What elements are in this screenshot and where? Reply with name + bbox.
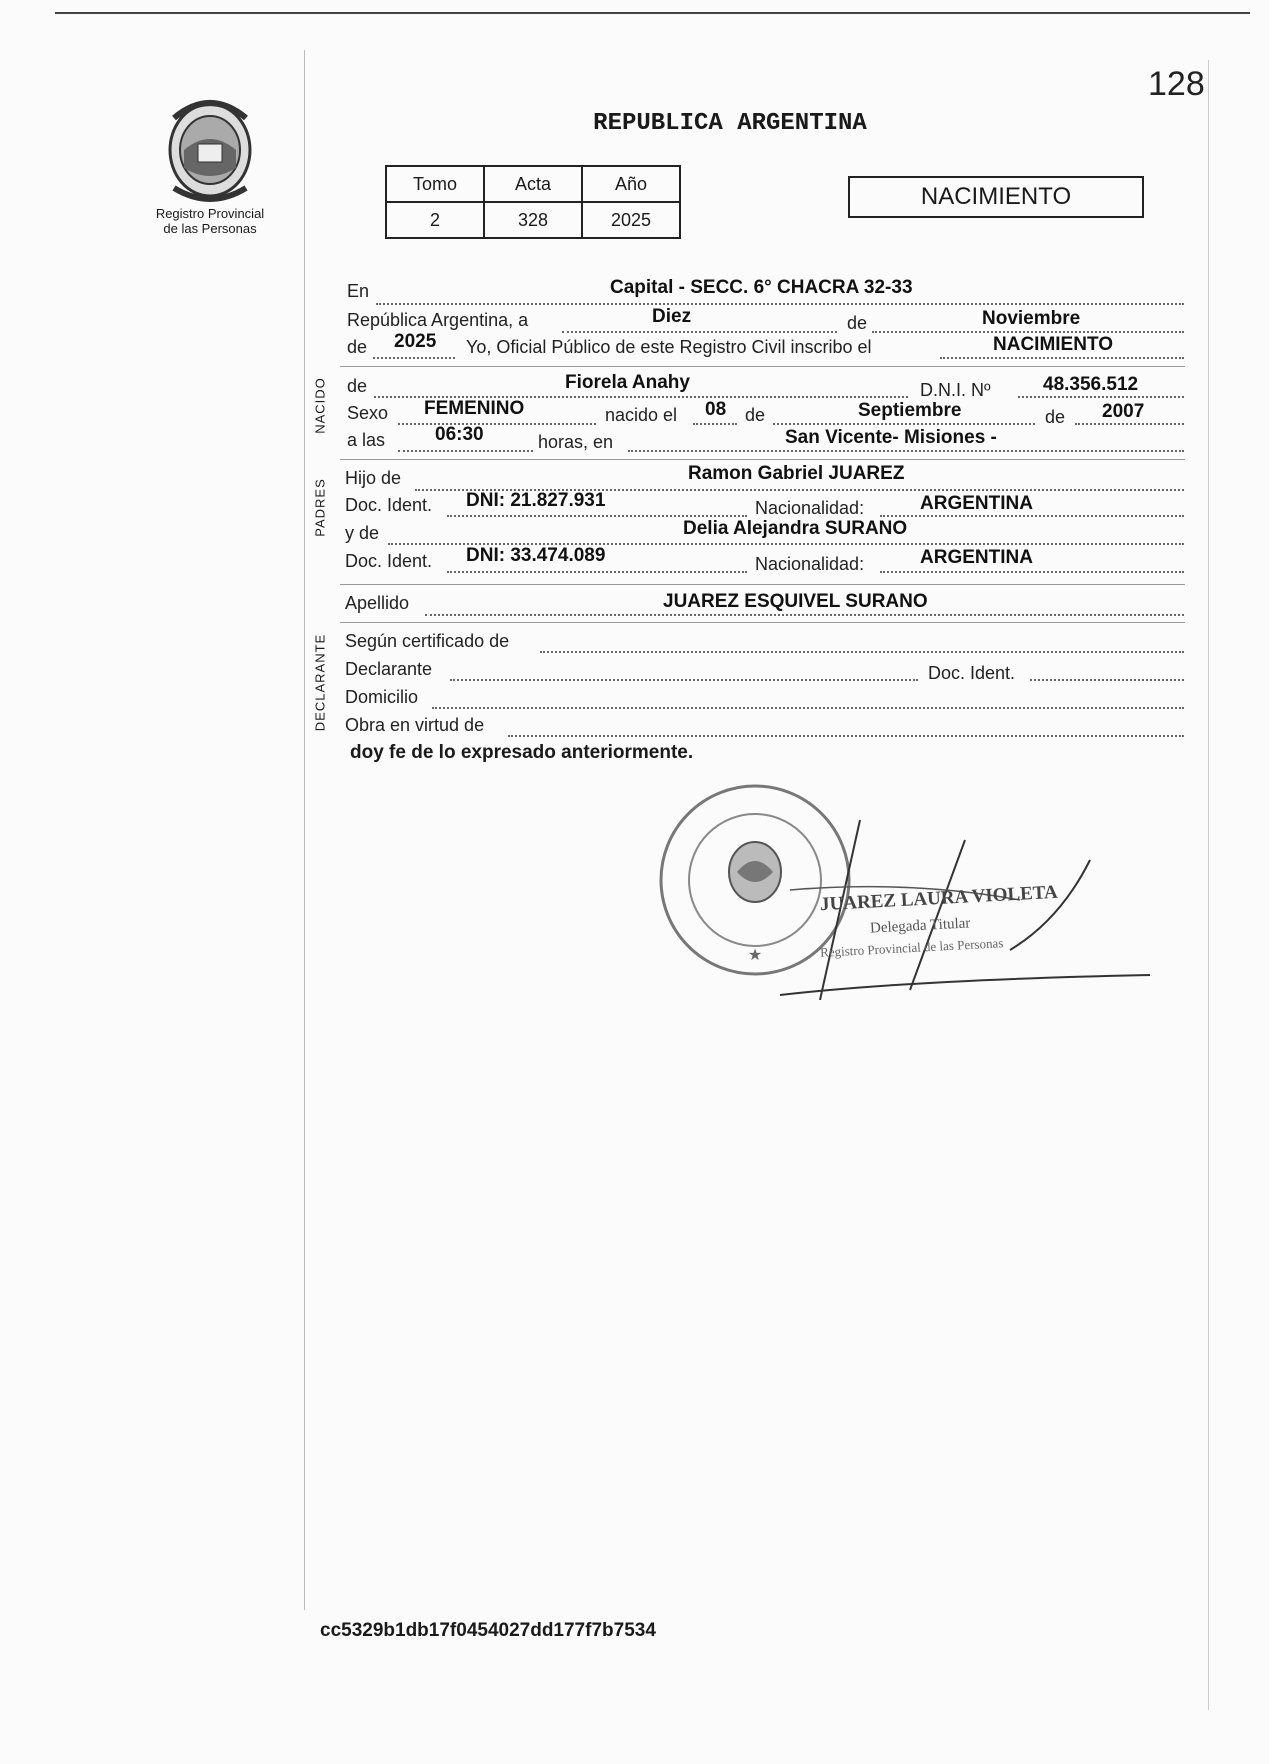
registry-caption-line1: Registro Provincial bbox=[155, 206, 265, 221]
side-label-born: NACIDO bbox=[312, 377, 328, 434]
label-nac-2: Nacionalidad: bbox=[755, 554, 865, 574]
value-father-nat: ARGENTINA bbox=[920, 493, 1033, 514]
closing-statement: doy fe de lo expresado anteriormente. bbox=[350, 742, 694, 763]
row-official bbox=[0, 333, 1269, 361]
document-hash: cc5329b1db17f0454027dd177f7b7534 bbox=[320, 1620, 656, 1641]
section-divider-4 bbox=[340, 622, 1185, 623]
label-doc-2: Doc. Ident. bbox=[345, 551, 433, 571]
value-event: NACIMIENTO bbox=[993, 334, 1113, 355]
row-father-doc bbox=[0, 490, 1269, 518]
row-birth-time-place bbox=[0, 424, 1269, 452]
label-obra: Obra en virtud de bbox=[345, 715, 485, 735]
label-de-4: de bbox=[745, 405, 766, 425]
row-mother-doc bbox=[0, 546, 1269, 574]
section-divider-1 bbox=[340, 366, 1185, 367]
label-horas: horas, en bbox=[538, 432, 614, 452]
signer-name: JUAREZ LAURA VIOLETA bbox=[819, 881, 1059, 916]
header-acta: Acta bbox=[484, 166, 582, 202]
row-declarant bbox=[0, 655, 1269, 683]
label-declarante: Declarante bbox=[345, 659, 433, 679]
label-en: En bbox=[347, 281, 370, 301]
row-father bbox=[0, 463, 1269, 491]
value-tomo: 2 bbox=[386, 202, 484, 238]
row-mother bbox=[0, 518, 1269, 546]
value-birth-time: 06:30 bbox=[435, 424, 484, 445]
country-title: REPUBLICA ARGENTINA bbox=[593, 110, 867, 137]
value-sexo: FEMENINO bbox=[424, 398, 525, 419]
record-type-box: NACIMIENTO bbox=[848, 176, 1144, 218]
header-ano: Año bbox=[582, 166, 680, 202]
top-rule bbox=[55, 12, 1250, 14]
registry-caption-line2: de las Personas bbox=[163, 221, 257, 236]
row-domicile bbox=[0, 683, 1269, 711]
label-certificado: Según certificado de bbox=[345, 631, 510, 651]
value-month-text: Noviembre bbox=[982, 308, 1081, 329]
label-hijo: Hijo de bbox=[345, 468, 402, 488]
folio-number: 128 bbox=[1148, 65, 1205, 103]
value-day-text: Diez bbox=[652, 306, 692, 327]
value-birth-day: 08 bbox=[705, 399, 727, 420]
label-de-5: de bbox=[1045, 407, 1066, 427]
label-nacido: nacido el bbox=[605, 405, 678, 425]
value-mother-nat: ARGENTINA bbox=[920, 547, 1033, 568]
label-nac-1: Nacionalidad: bbox=[755, 498, 865, 518]
row-name bbox=[0, 372, 1269, 400]
row-certificate bbox=[0, 627, 1269, 655]
side-label-declarant: DECLARANTE bbox=[312, 633, 328, 732]
row-sex-birth bbox=[0, 398, 1269, 426]
value-year: 2025 bbox=[394, 331, 437, 352]
value-birth-month: Septiembre bbox=[858, 400, 962, 421]
value-place: Capital - SECC. 6° CHACRA 32-33 bbox=[610, 277, 913, 298]
value-ano: 2025 bbox=[582, 202, 680, 238]
label-official: Yo, Oficial Público de este Registro Civil inscribo el bbox=[466, 337, 872, 357]
section-divider-3 bbox=[340, 584, 1185, 585]
section-divider-2 bbox=[340, 459, 1185, 460]
side-label-parents: PADRES bbox=[312, 478, 328, 537]
svg-text:★: ★ bbox=[747, 947, 763, 964]
label-doc-ident: Doc. Ident. bbox=[928, 663, 1016, 683]
value-surname: JUAREZ ESQUIVEL SURANO bbox=[663, 591, 928, 612]
label-republica: República Argentina, a bbox=[347, 310, 529, 330]
label-de-3: de bbox=[347, 376, 368, 396]
value-birth-place: San Vicente- Misiones - bbox=[785, 427, 997, 448]
value-father: Ramon Gabriel JUAREZ bbox=[688, 463, 905, 484]
registry-table bbox=[385, 165, 681, 239]
row-date bbox=[0, 305, 1269, 333]
label-sexo: Sexo bbox=[347, 403, 389, 423]
label-doc-1: Doc. Ident. bbox=[345, 495, 433, 515]
label-a-las: a las bbox=[347, 430, 386, 450]
label-apellido: Apellido bbox=[345, 593, 410, 613]
value-mother-doc: DNI: 33.474.089 bbox=[466, 545, 606, 566]
label-de-1: de bbox=[847, 313, 868, 333]
value-acta: 328 bbox=[484, 202, 582, 238]
row-place bbox=[0, 275, 1269, 303]
row-surname bbox=[0, 588, 1269, 616]
label-y-de: y de bbox=[345, 523, 380, 543]
value-name: Fiorela Anahy bbox=[565, 372, 690, 393]
value-dni: 48.356.512 bbox=[1043, 374, 1139, 395]
province-shield-logo bbox=[150, 88, 270, 208]
signer-office: Registro Provincial de las Personas bbox=[819, 935, 1004, 960]
header-tomo: Tomo bbox=[386, 166, 484, 202]
label-dni: D.N.I. Nº bbox=[920, 380, 991, 400]
value-birth-year: 2007 bbox=[1102, 401, 1145, 422]
registry-caption bbox=[140, 206, 280, 236]
row-obra bbox=[0, 711, 1269, 739]
value-father-doc: DNI: 21.827.931 bbox=[466, 490, 606, 511]
signer-role: Delegada Titular bbox=[869, 915, 971, 937]
label-domicilio: Domicilio bbox=[345, 687, 419, 707]
value-mother: Delia Alejandra SURANO bbox=[683, 518, 908, 539]
label-de-2: de bbox=[347, 337, 368, 357]
